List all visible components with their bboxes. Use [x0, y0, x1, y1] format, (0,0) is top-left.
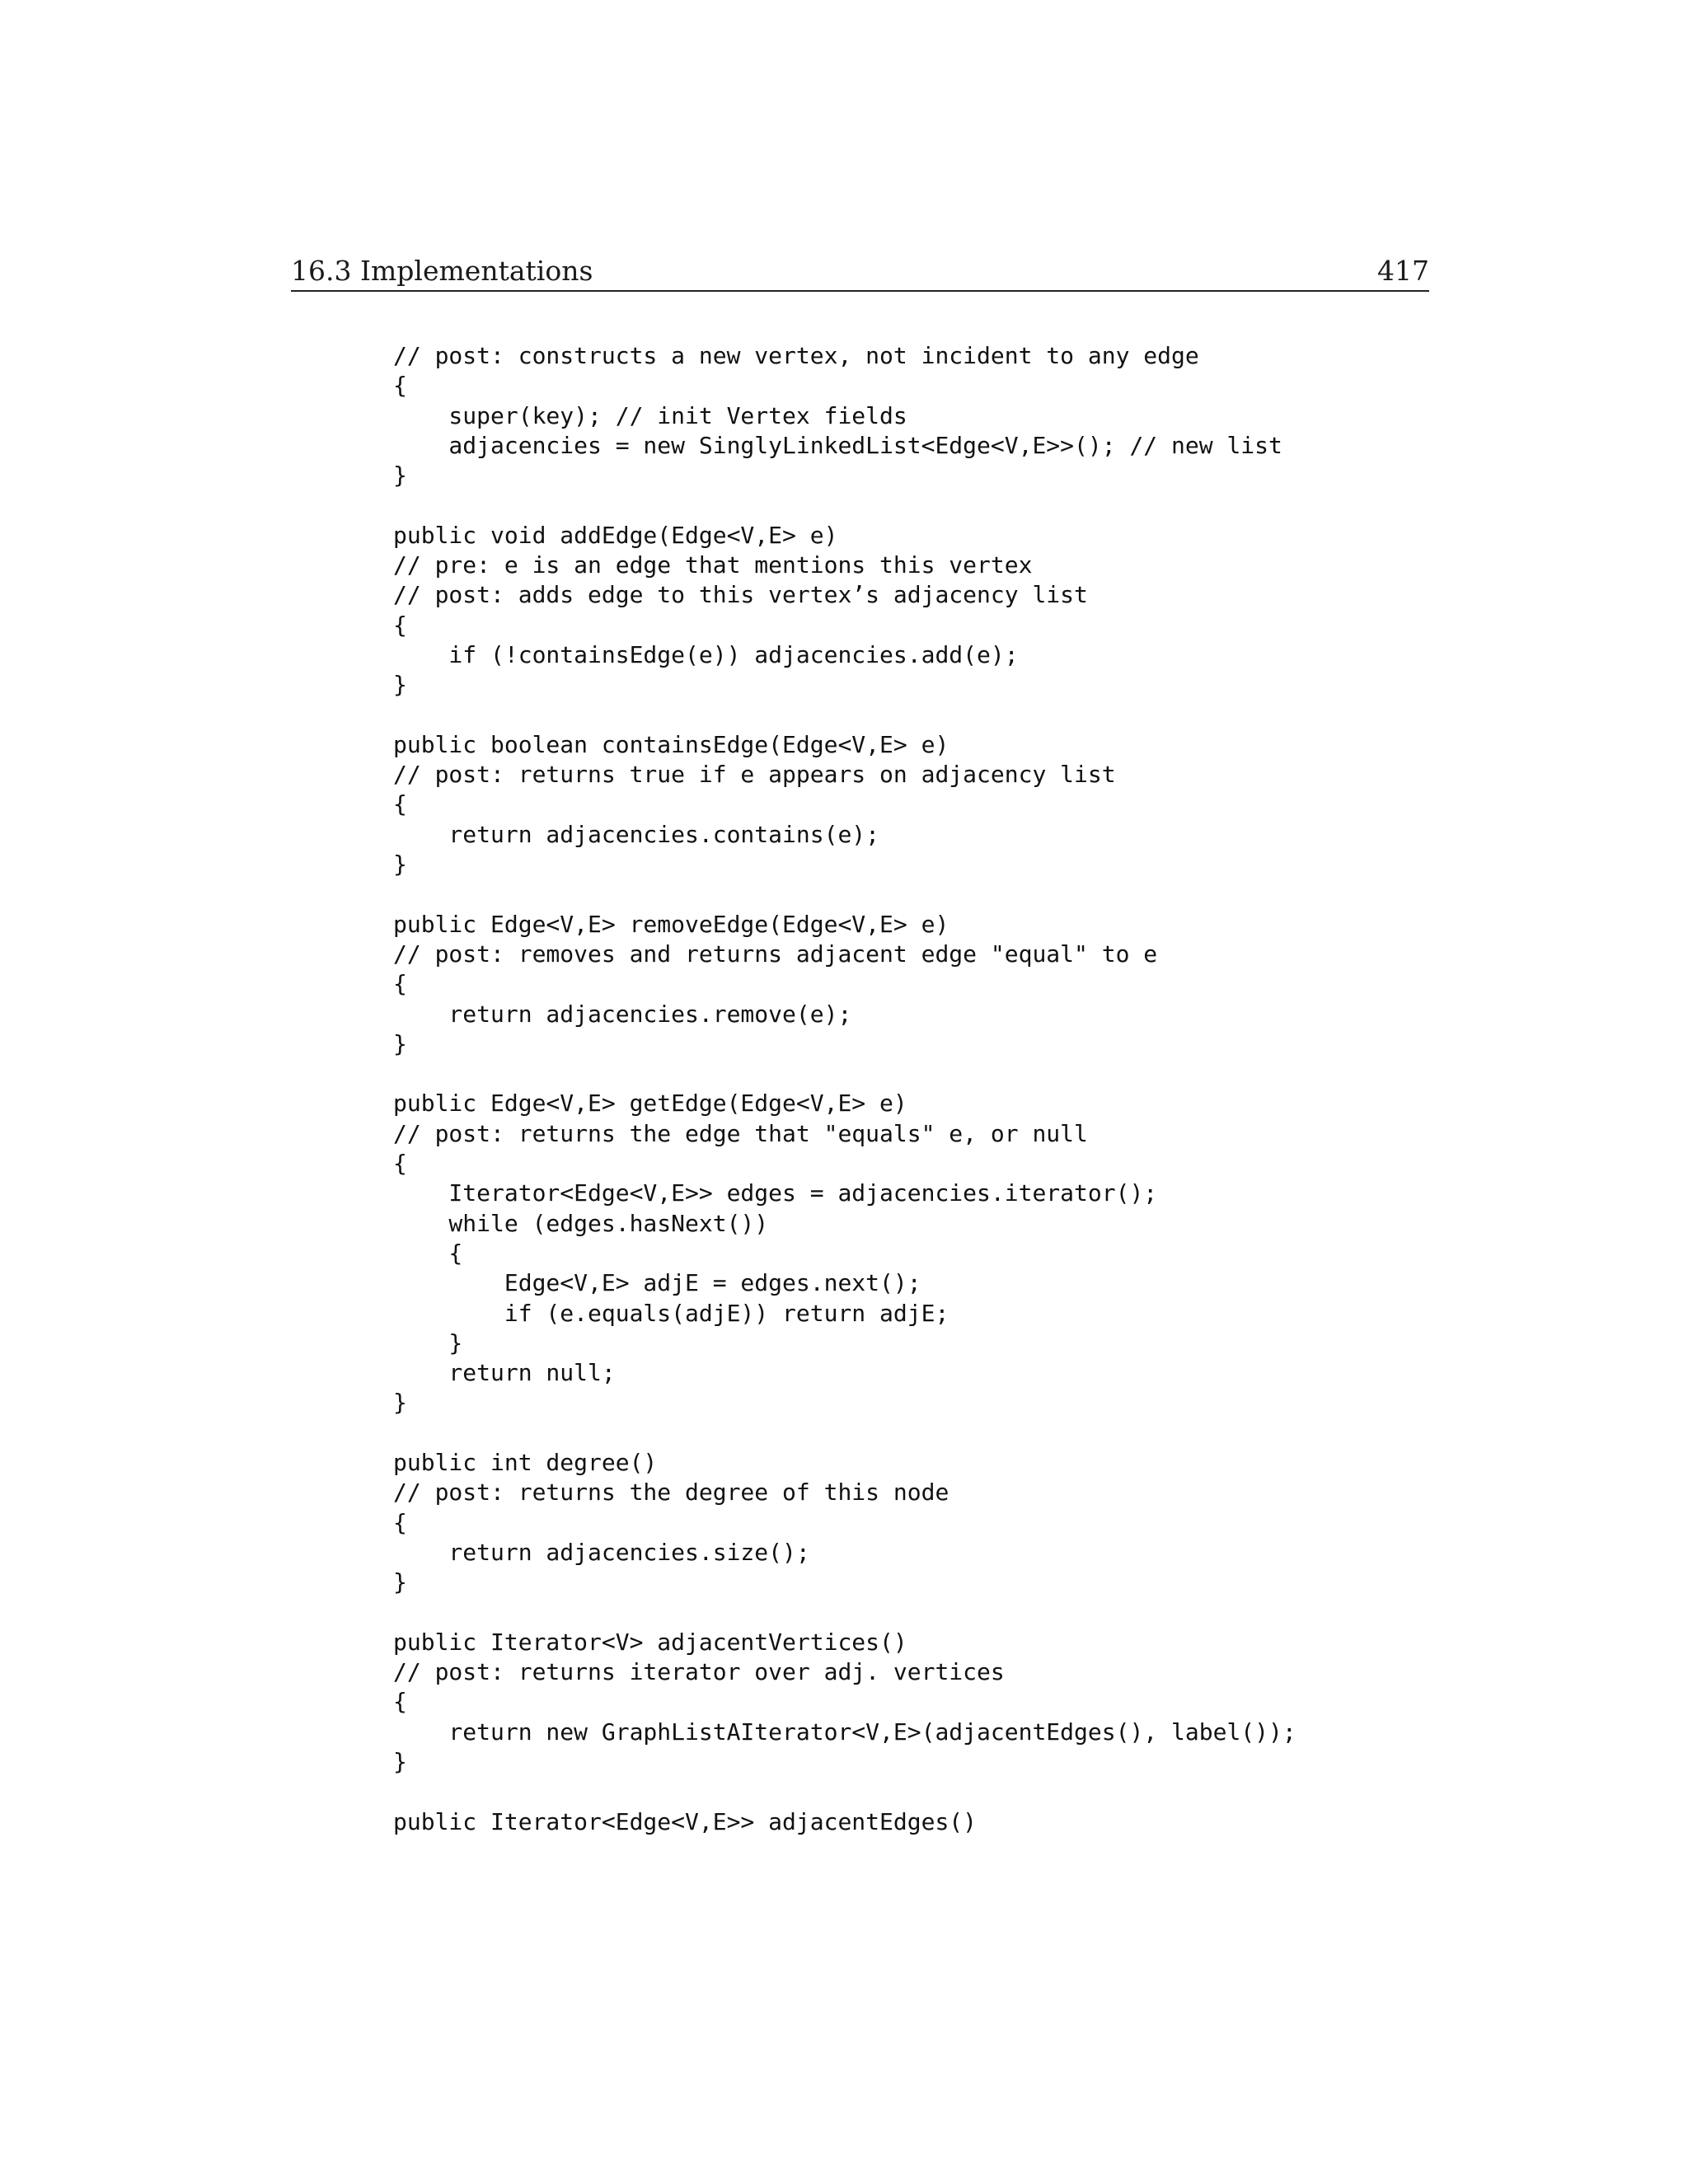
code-line: // post: returns true if e appears on adjacency list [393, 761, 1116, 789]
code-line: { [393, 970, 407, 998]
code-line: return new GraphListAIterator<V,E>(adjacentEdges(), label()); [393, 1718, 1296, 1746]
code-line [393, 1418, 1646, 1448]
code-line [393, 879, 1646, 909]
code-line: } [393, 1747, 407, 1775]
running-header [291, 247, 1429, 292]
code-line: return adjacencies.remove(e); [393, 1000, 852, 1028]
code-line: public boolean containsEdge(Edge<V,E> e) [393, 730, 950, 758]
code-line: return null; [393, 1359, 616, 1387]
code-line: if (!containsEdge(e)) adjacencies.add(e); [393, 640, 1019, 668]
code-line: public Iterator<Edge<V,E>> adjacentEdges() [393, 1807, 978, 1835]
code-line [393, 1777, 1646, 1807]
code-line [393, 1597, 1646, 1627]
code-line: // post: returns the degree of this node [393, 1479, 950, 1507]
code-line: } [393, 1329, 463, 1357]
code-line: super(key); // init Vertex fields [393, 401, 907, 429]
code-line: { [393, 1239, 463, 1267]
code-line: { [393, 790, 407, 818]
code-line: } [393, 1389, 407, 1417]
code-line: public int degree() [393, 1448, 658, 1476]
code-line: { [393, 611, 407, 639]
code-line: { [393, 1508, 407, 1536]
code-line: } [393, 462, 407, 490]
code-line [393, 490, 1646, 520]
code-line: public void addEdge(Edge<V,E> e) [393, 521, 838, 549]
code-line: return adjacencies.contains(e); [393, 820, 880, 848]
code-line: { [393, 1688, 407, 1716]
code-line: return adjacencies.size(); [393, 1538, 810, 1566]
section-title: 16.3 Implementations [291, 255, 593, 287]
code-line: { [393, 372, 407, 400]
code-line: // pre: e is an edge that mentions this vertex [393, 551, 1033, 579]
code-line: // post: returns the edge that "equals" e, or null [393, 1119, 1088, 1147]
code-line: public Edge<V,E> removeEdge(Edge<V,E> e) [393, 910, 950, 938]
code-line: } [393, 851, 407, 879]
code-line: while (edges.hasNext()) [393, 1209, 769, 1237]
code-line: adjacencies = new SinglyLinkedList<Edge<V,E>>(); // new list [393, 431, 1282, 459]
code-line: // post: returns iterator over adj. vertices [393, 1658, 1005, 1686]
code-line: // post: adds edge to this vertex’s adjacency list [393, 581, 1088, 609]
code-line: if (e.equals(adjE)) return adjE; [393, 1299, 950, 1327]
code-line: Edge<V,E> adjE = edges.next(); [393, 1269, 921, 1297]
code-line: // post: constructs a new vertex, not incident to any edge [393, 342, 1199, 369]
code-line: public Edge<V,E> getEdge(Edge<V,E> e) [393, 1090, 907, 1118]
page-number: 417 [1377, 255, 1429, 287]
code-line [393, 701, 1646, 730]
code-line: } [393, 671, 407, 699]
code-line: } [393, 1568, 407, 1596]
code-line: public Iterator<V> adjacentVertices() [393, 1628, 907, 1656]
code-line: { [393, 1150, 407, 1178]
code-line: Iterator<Edge<V,E>> edges = adjacencies.iterator(); [393, 1179, 1158, 1207]
code-line [393, 1059, 1646, 1089]
code-line: } [393, 1029, 407, 1057]
code-listing [393, 341, 1646, 1837]
code-line: // post: removes and returns adjacent edge "equal" to e [393, 940, 1158, 968]
